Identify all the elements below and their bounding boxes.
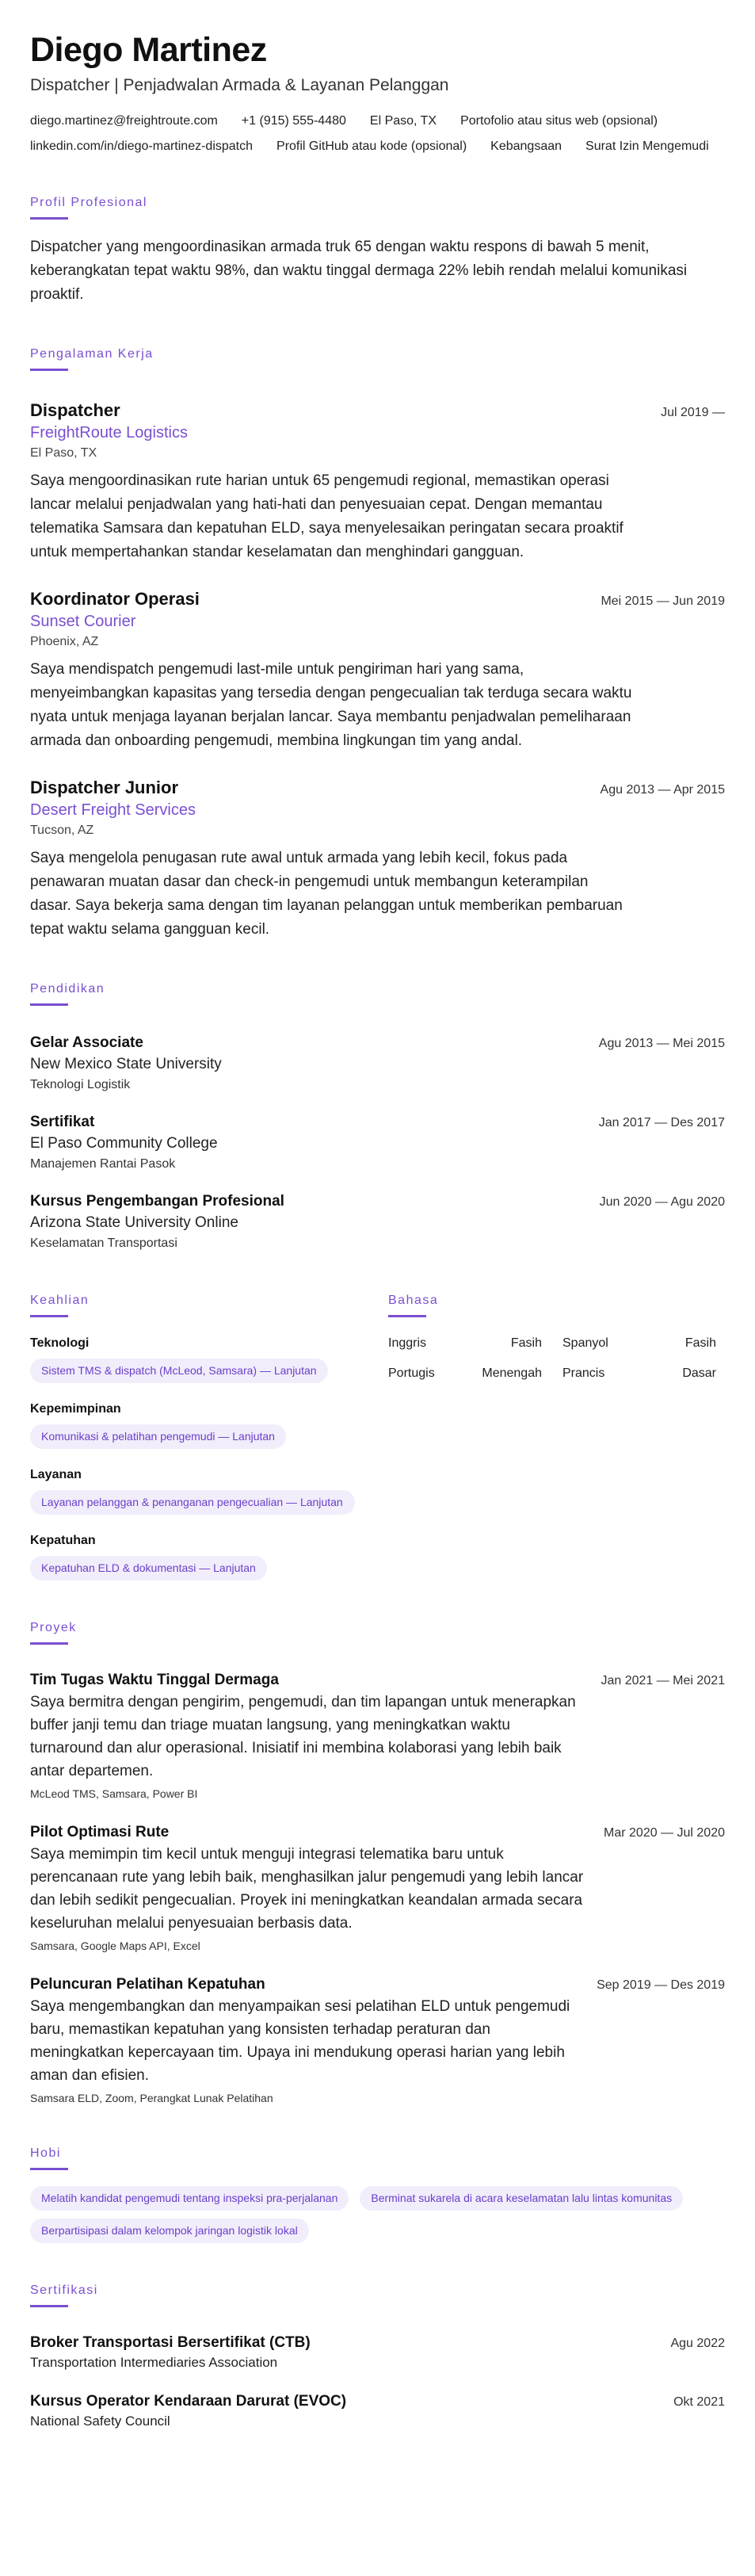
- education-dates: Agu 2013 — Mei 2015: [598, 1037, 725, 1050]
- job-entry: [30, 588, 725, 753]
- hobby-list: [30, 2186, 711, 2243]
- job-title: Dispatcher Junior: [30, 778, 179, 797]
- section-title: Profil Profesional: [30, 196, 147, 209]
- hobby-tag: Berminat sukarela di acara keselamatan lalu lintas komunitas: [360, 2186, 683, 2211]
- language-name: Portugis: [388, 1366, 435, 1380]
- skill-tag: Kepatuhan ELD & dokumentasi — Lanjutan: [30, 1556, 267, 1580]
- section-title: Pengalaman Kerja: [30, 347, 154, 361]
- project-entry: [30, 1822, 725, 1954]
- language-name: Spanyol: [562, 1336, 608, 1350]
- skill-group: [30, 1401, 388, 1449]
- job-entry: [30, 399, 725, 564]
- skill-category: Kepemimpinan: [30, 1402, 121, 1416]
- contact-location: El Paso, TX: [369, 114, 437, 128]
- education-degree: Kursus Pengembangan Profesional: [30, 1193, 284, 1210]
- job-description: Saya mengoordinasikan rute harian untuk 65 pengemudi regional, memastikan operasi lancar melalui penjadwalan yang hati-hati dan penyesuaian cepat. Dengan memantau telematika Samsara dan kepatuhan ELD, saya menyelesaikan peringatan secara proaktif untuk mempertahankan standar keselamatan dan menghindari gangguan.: [30, 472, 623, 560]
- contact-nationality: Kebangsaan: [490, 140, 562, 153]
- certification-entry: [30, 2391, 725, 2431]
- profile-summary: Dispatcher yang mengoordinasikan armada truk 65 dengan waktu respons di bawah 5 menit, keberangkatan tepat waktu 98%, dan waktu tinggal dermaga 22% lebih rendah melalui komunikasi proaktif.: [30, 239, 688, 303]
- certification-issuer: Transportation Intermediaries Association: [30, 2355, 278, 2370]
- education-degree: Sertifikat: [30, 1114, 95, 1130]
- contact-github[interactable]: Profil GitHub atau kode (opsional): [276, 140, 467, 153]
- section-divider: [30, 1315, 68, 1317]
- candidate-tagline: Dispatcher | Penjadwalan Armada & Layanan Pelanggan: [30, 76, 449, 94]
- job-location: Phoenix, AZ: [30, 635, 99, 648]
- project-dates: Mar 2020 — Jul 2020: [604, 1826, 725, 1840]
- language-level: Fasih: [510, 1336, 542, 1350]
- section-title: Bahasa: [388, 1294, 439, 1307]
- skill-tag: Layanan pelanggan & penanganan pengecualian — Lanjutan: [30, 1490, 355, 1515]
- contact-driver-license: Surat Izin Mengemudi: [585, 140, 709, 153]
- experience-section: [30, 346, 725, 942]
- skills-section: [30, 1293, 388, 1580]
- project-tech: McLeod TMS, Samsara, Power BI: [30, 1787, 198, 1800]
- certifications-section: [30, 2283, 725, 2431]
- job-title: Dispatcher: [30, 400, 120, 420]
- project-description: Saya bermitra dengan pengirim, pengemudi, dan tim lapangan untuk menerapkan buffer janji temu dan triage muatan langsung, yang meningkatkan waktu turnaround dan alur operasional. Inisiatif ini membina kolaborasi yang lebih baik antar departemen.: [30, 1694, 576, 1779]
- education-field: Manajemen Rantai Pasok: [30, 1157, 176, 1171]
- education-section: [30, 981, 725, 1253]
- skills-languages-row: [30, 1293, 725, 1580]
- language-item: [388, 1335, 542, 1352]
- certification-name: Broker Transportasi Bersertifikat (CTB): [30, 2334, 311, 2351]
- project-description: Saya memimpin tim kecil untuk menguji integrasi telematika baru untuk perencanaan rute yang lebih baik, menghasilkan jalur pengemudi yang lebih lancar dan lebih sedikit pengecualian. Proyek ini meningkatkan keandalan armada secara keseluruhan melalui penyesuaian berbasis data.: [30, 1846, 584, 1932]
- section-title: Hobi: [30, 2146, 61, 2160]
- project-tech: Samsara ELD, Zoom, Perangkat Lunak Pelatihan: [30, 2092, 273, 2104]
- contact-email[interactable]: diego.martinez@freightroute.com: [30, 114, 218, 128]
- language-level: Dasar: [682, 1366, 716, 1380]
- certification-issuer: National Safety Council: [30, 2414, 170, 2429]
- language-item: [562, 1365, 716, 1382]
- section-divider: [30, 217, 68, 220]
- job-dates: Mei 2015 — Jun 2019: [601, 594, 725, 608]
- candidate-name: Diego Martinez: [30, 31, 267, 69]
- education-entry: [30, 1033, 725, 1095]
- project-entry: [30, 1974, 725, 2106]
- education-field: Teknologi Logistik: [30, 1078, 131, 1091]
- project-title: Pilot Optimasi Rute: [30, 1824, 170, 1840]
- project-description: Saya mengembangkan dan menyampaikan sesi pelatihan ELD untuk pengemudi baru, memastikan kepatuhan yang konsisten terhadap peraturan dan meningkatkan kepercayaan tim. Upaya ini mendukung operasi harian yang lebih aman dan efisien.: [30, 1998, 570, 2084]
- languages-section: [388, 1293, 716, 1580]
- skill-group: [30, 1335, 388, 1383]
- project-dates: Sep 2019 — Des 2019: [597, 1978, 725, 1992]
- education-dates: Jun 2020 — Agu 2020: [599, 1195, 725, 1209]
- section-title: Sertifikasi: [30, 2284, 98, 2297]
- job-location: Tucson, AZ: [30, 824, 94, 837]
- job-title: Koordinator Operasi: [30, 589, 200, 609]
- job-dates: Jul 2019 —: [661, 406, 725, 419]
- job-company: FreightRoute Logistics: [30, 424, 188, 441]
- education-dates: Jan 2017 — Des 2017: [598, 1116, 725, 1129]
- skill-group: [30, 1466, 388, 1515]
- education-degree: Gelar Associate: [30, 1034, 143, 1051]
- language-list: [388, 1335, 716, 1382]
- hobby-tag: Berpartisipasi dalam kelompok jaringan logistik lokal: [30, 2219, 309, 2243]
- job-company: Sunset Courier: [30, 613, 136, 630]
- education-school: Arizona State University Online: [30, 1214, 238, 1231]
- profile-section: [30, 195, 725, 307]
- skill-group: [30, 1532, 388, 1580]
- project-title: Tim Tugas Waktu Tinggal Dermaga: [30, 1672, 279, 1688]
- certification-date: Agu 2022: [670, 2337, 725, 2350]
- contact-portfolio[interactable]: Portofolio atau situs web (opsional): [460, 114, 658, 128]
- projects-section: [30, 1620, 725, 2106]
- language-level: Menengah: [482, 1366, 542, 1380]
- skill-category: Kepatuhan: [30, 1534, 96, 1547]
- section-divider: [30, 2305, 68, 2307]
- project-entry: [30, 1670, 725, 1802]
- certification-entry: [30, 2333, 725, 2372]
- language-level: Fasih: [684, 1336, 716, 1350]
- certification-date: Okt 2021: [673, 2395, 725, 2409]
- resume-header: [30, 30, 725, 155]
- skill-tag: Komunikasi & pelatihan pengemudi — Lanjutan: [30, 1424, 286, 1449]
- section-divider: [30, 1642, 68, 1645]
- skill-category: Layanan: [30, 1468, 82, 1481]
- job-location: El Paso, TX: [30, 446, 97, 460]
- section-title: Keahlian: [30, 1294, 90, 1307]
- section-divider: [30, 369, 68, 371]
- education-entry: [30, 1112, 725, 1174]
- job-dates: Agu 2013 — Apr 2015: [600, 783, 725, 797]
- job-company: Desert Freight Services: [30, 801, 196, 819]
- project-dates: Jan 2021 — Mei 2021: [601, 1674, 725, 1687]
- hobbies-section: [30, 2146, 725, 2243]
- education-entry: [30, 1191, 725, 1253]
- contact-list: [30, 113, 725, 155]
- language-item: [388, 1365, 542, 1382]
- education-school: El Paso Community College: [30, 1135, 218, 1152]
- job-description: Saya mengelola penugasan rute awal untuk armada yang lebih kecil, fokus pada penawaran muatan dasar dan check-in pengemudi untuk membangun keterampilan dasar. Saya bekerja sama dengan tim layanan pelanggan untuk memberikan pembaruan tepat waktu selama gangguan kecil.: [30, 850, 623, 938]
- skill-category: Teknologi: [30, 1336, 90, 1350]
- project-tech: Samsara, Google Maps API, Excel: [30, 1940, 200, 1952]
- education-school: New Mexico State University: [30, 1056, 222, 1072]
- skill-tag: Sistem TMS & dispatch (McLeod, Samsara) — Lanjutan: [30, 1359, 328, 1383]
- project-title: Peluncuran Pelatihan Kepatuhan: [30, 1976, 265, 1993]
- language-item: [562, 1335, 716, 1352]
- section-divider: [30, 2168, 68, 2170]
- section-divider: [388, 1315, 426, 1317]
- certification-name: Kursus Operator Kendaraan Darurat (EVOC): [30, 2393, 347, 2410]
- job-description: Saya mendispatch pengemudi last-mile untuk pengiriman hari yang sama, menyeimbangkan kapasitas yang tersedia dengan pengecualian tak terduga secara waktu nyata untuk menjaga layanan berjalan lancar. Saya membantu penjadwalan pemeliharaan armada dan onboarding pengemudi, membina lingkungan tim yang andal.: [30, 661, 632, 749]
- language-name: Inggris: [388, 1336, 427, 1350]
- section-title: Proyek: [30, 1621, 77, 1634]
- language-name: Prancis: [562, 1366, 605, 1380]
- job-entry: [30, 777, 725, 942]
- hobby-tag: Melatih kandidat pengemudi tentang inspeksi pra-perjalanan: [30, 2186, 349, 2211]
- section-divider: [30, 1003, 68, 1006]
- contact-linkedin[interactable]: linkedin.com/in/diego-martinez-dispatch: [30, 140, 254, 153]
- education-field: Keselamatan Transportasi: [30, 1236, 177, 1250]
- section-title: Pendidikan: [30, 982, 105, 996]
- contact-phone[interactable]: +1 (915) 555-4480: [241, 114, 346, 128]
